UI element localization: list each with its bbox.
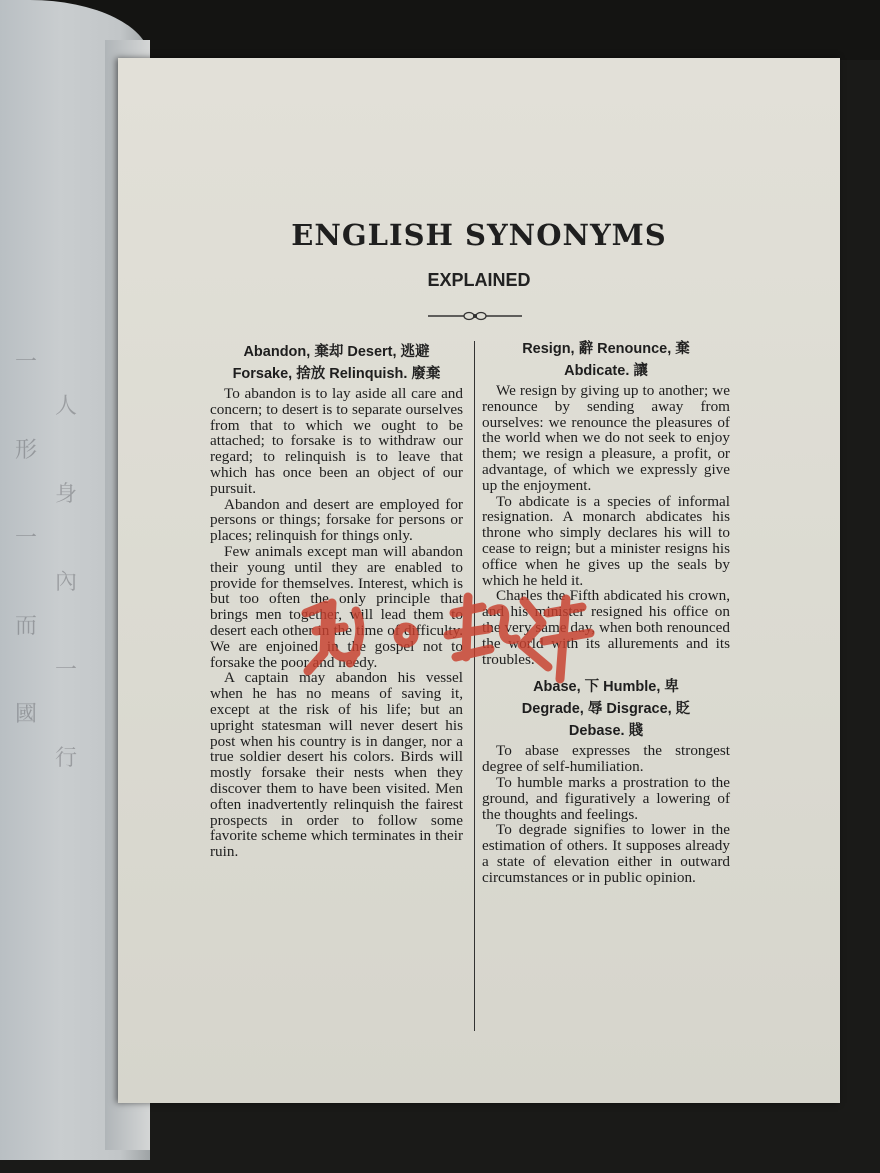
heading-abandon-line2: Forsake, 捨放 Relinquish. 廢棄 xyxy=(232,366,441,382)
column-divider xyxy=(474,341,475,1031)
paragraph: To abdicate is a species of informal resignation. A monarch abdicates his throne who simply declares his will to cease to reign; but a minister resigns his office when he gives up the seals by which he held it. xyxy=(482,492,730,589)
bleed-char: 一 xyxy=(54,658,77,683)
ornament-divider xyxy=(428,310,522,322)
heading-abase-line2: Degrade, 辱 Disgrace, 貶 xyxy=(521,701,691,718)
paragraph: We resign by giving up to another; we renounce by sending away from ourselves: we renounce the pleasures of the world when we do not seek to enjoy them; we resign a pleasure, a profit, or advantage, of which we expressly give up the enjoyment. xyxy=(482,382,730,494)
bleed-char: 人 xyxy=(54,394,77,419)
bleed-char: 形 xyxy=(14,438,37,463)
bleed-char: 國 xyxy=(14,702,37,727)
bleed-char: 內 xyxy=(54,570,77,595)
heading-abase-line3: Debase. 賤 xyxy=(568,723,644,740)
paragraph: Abandon and desert are employed for persons or things; forsake for persons or places; relinquish for things only. xyxy=(210,495,463,545)
bleed-char: 一 xyxy=(14,350,37,375)
paragraph: A captain may abandon his vessel when he has no means of saving it, except at the risk of his life; but an upright statesman will never desert his post when his country is in danger, nor a true soldier desert his colors. Birds will mostly forsake their nests when they discover them to have been visited. Men often inadvertently relinquish the fairest prospects in order to follow some favorite scheme which terminates in their ruin. xyxy=(210,669,463,861)
book-page xyxy=(118,58,840,1103)
heading-resign-line1: Resign, 辭 Renounce, 棄 xyxy=(522,341,690,357)
heading-abandon-line1: Abandon, 棄却 Desert, 逃避 xyxy=(243,344,430,360)
bleed-char: 一 xyxy=(14,526,37,551)
heading-abase-line1: Abase, 下 Humble, 卑 xyxy=(533,679,679,696)
bleed-char: 而 xyxy=(14,614,37,639)
bleed-char: 身 xyxy=(54,482,77,507)
bleed-char: 行 xyxy=(54,746,77,771)
page-subtitle: EXPLAINED xyxy=(427,270,531,290)
paragraph: To degrade signifies to lower in the estimation of others. It supposes already a state of elevation either in outward circumstances or in public opinion. xyxy=(482,821,730,886)
paragraph: Few animals except man will abandon their young until they are enabled to provide for themselves. Interest, which is but too often the only principle that brings men together, will lead them to desert each other in the time of difficulty. We are enjoined in the gospel not to forsake the poor and needy. xyxy=(210,542,463,671)
paragraph: To abase expresses the strongest degree of self-humiliation. xyxy=(482,742,730,776)
paragraph: To humble marks a prostration to the ground, and figuratively a lowering of the thoughts and feelings. xyxy=(482,773,730,823)
paragraph: Charles the Fifth abdicated his crown, and his minister resigned his office on the very same day, when both renounced the world with its allurements and its troubles. xyxy=(482,587,730,668)
left-column xyxy=(210,342,463,860)
page-title: ENGLISH SYNONYMS xyxy=(291,218,667,252)
right-column xyxy=(482,339,730,886)
heading-resign-line2: Abdicate. 讓 xyxy=(564,363,648,379)
paragraph: To abandon is to lay aside all care and concern; to desert is to separate ourselves from that to which we ought to be attached; to forsake is to withdraw our regard; to relinquish is to leave that which has once been an object of our pursuit. xyxy=(210,385,463,497)
